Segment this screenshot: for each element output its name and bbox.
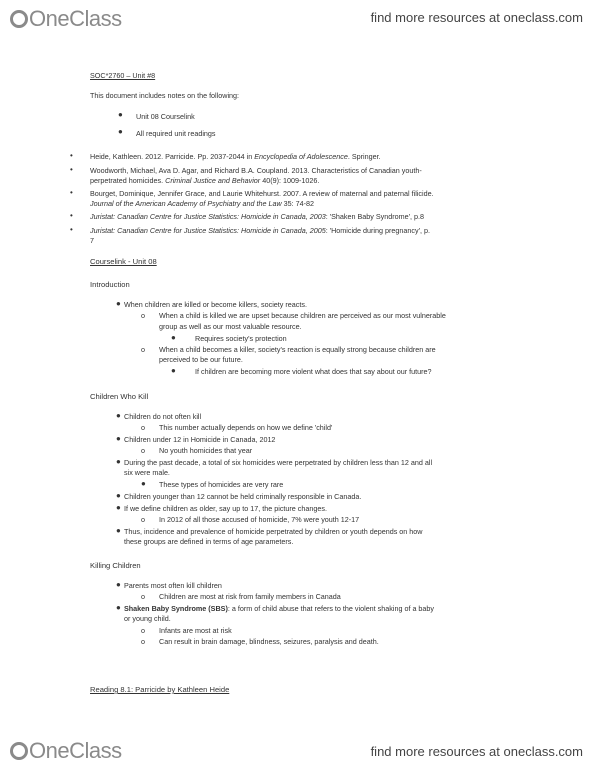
sub-bullet-icon: o	[141, 345, 145, 354]
intro-text: This document includes notes on the following:	[90, 91, 240, 100]
reference: Woodworth, Michael, Ava D. Agar, and Richard B.A. Coupland. 2013. Characteristics of Canadian youth-	[90, 166, 422, 175]
sub-bullet-icon: o	[141, 637, 145, 646]
heading-killing-children: Killing Children	[90, 561, 141, 570]
intro-item-cont: perceived to be our future.	[159, 355, 243, 364]
bullet-icon: ●	[116, 603, 121, 612]
reference: Juristat: Canadian Centre for Justice Statistics: Homicide in Canada, 2005: 'Homicide during pregnancy', p.	[90, 226, 430, 235]
cwk-item: Children do not often kill	[124, 412, 202, 421]
bullet-icon: •	[70, 211, 73, 220]
bullet-icon: ●	[116, 580, 121, 589]
bullet-icon: ●	[116, 411, 121, 420]
reference: Juristat: Canadian Centre for Justice Statistics: Homicide in Canada, 2003: 'Shaken Baby Syndrome', p.8	[90, 212, 424, 221]
header-tagline[interactable]: find more resources at oneclass.com	[370, 10, 583, 25]
reading-title: Reading 8.1: Parricide by Kathleen Heide	[90, 685, 230, 694]
intro-item-cont: group as well as our most valuable resource.	[159, 322, 302, 331]
bullet-icon: ●	[116, 503, 121, 512]
sub-bullet-icon: o	[141, 592, 145, 601]
oneclass-logo[interactable]: OneClass	[10, 6, 122, 32]
reference-cont: 7	[90, 236, 94, 245]
cwk-item: In 2012 of all those accused of homicide, 7% were youth 12-17	[159, 515, 360, 524]
kc-item: Can result in brain damage, blindness, seizures, paralysis and death.	[159, 637, 379, 646]
bullet-icon: •	[70, 225, 73, 234]
bullet-icon: ●	[171, 366, 176, 375]
cwk-item: These types of homicides are very rare	[159, 480, 284, 489]
kc-item: Parents most often kill children	[124, 581, 222, 590]
reference: Heide, Kathleen. 2012. Parricide. Pp. 2037-2044 in Encyclopedia of Adolescence. Springer.	[90, 152, 381, 161]
heading-children-who-kill: Children Who Kill	[90, 392, 149, 401]
kc-item: Children are most at risk from family members in Canada	[159, 592, 341, 601]
bullet-icon: ●	[116, 526, 121, 535]
sub-bullet-icon: o	[141, 515, 145, 524]
sub-bullet-icon: o	[141, 626, 145, 635]
bullet-icon: ●	[141, 479, 146, 488]
bullet-icon: ●	[116, 491, 121, 500]
sub-bullet-icon: o	[141, 311, 145, 320]
reference: Bourget, Dominique, Jennifer Grace, and Laurie Whitehurst. 2007. A review of maternal and paternal filicide.	[90, 189, 434, 198]
kc-item: Shaken Baby Syndrome (SBS): a form of child abuse that refers to the violent shaking of a baby	[124, 604, 435, 613]
section-title-courselink: Courselink - Unit 08	[90, 257, 157, 266]
footer-tagline[interactable]: find more resources at oneclass.com	[370, 744, 583, 759]
cwk-item: Thus, incidence and prevalence of homicide perpetrated by children or youth depends on how	[124, 527, 423, 536]
bullet-icon: ●	[116, 434, 121, 443]
bullet-icon: ●	[118, 110, 123, 119]
include-item: Unit 08 Courselink	[136, 112, 195, 121]
cwk-item: If we define children as older, say up to 17, the picture changes.	[124, 504, 327, 513]
bullet-icon: •	[70, 188, 73, 197]
page-header	[0, 0, 595, 36]
logo-ring-icon	[10, 742, 28, 760]
cwk-item: This number actually depends on how we define 'child'	[159, 423, 333, 432]
intro-item: When a child becomes a killer, society's reaction is equally strong because children are	[159, 345, 436, 354]
cwk-item: Children under 12 in Homicide in Canada, 2012	[124, 435, 276, 444]
cwk-item: No youth homicides that year	[159, 446, 253, 455]
bullet-icon: ●	[118, 127, 123, 136]
bullet-icon: ●	[171, 333, 176, 342]
course-title: SOC*2760 – Unit #8	[90, 71, 156, 80]
kc-item: Infants are most at risk	[159, 626, 232, 635]
cwk-item: During the past decade, a total of six homicides were perpetrated by children less than 12 and all	[124, 458, 433, 467]
bullet-icon: •	[70, 151, 73, 160]
heading-introduction: Introduction	[90, 280, 130, 289]
sub-bullet-icon: o	[141, 423, 145, 432]
cwk-item: Children younger than 12 cannot be held criminally responsible in Canada.	[124, 492, 362, 501]
intro-item: If children are becoming more violent what does that say about our future?	[195, 367, 432, 376]
cwk-item-cont: these groups are defined in terms of age parameters.	[124, 537, 294, 546]
reference-cont: Journal of the American Academy of Psychiatry and the Law 35: 74-82	[90, 199, 315, 208]
include-item: All required unit readings	[136, 129, 216, 138]
bullet-icon: ●	[116, 299, 121, 308]
cwk-item-cont: six were male.	[124, 468, 170, 477]
logo-ring-icon	[10, 10, 28, 28]
intro-item: When a child is killed we are upset because children are perceived as our most vulnerable	[159, 311, 446, 320]
reference-cont: perpetrated homicides. Criminal Justice and Behavior 40(9): 1009-1026.	[90, 176, 320, 185]
page-footer	[0, 736, 595, 770]
bullet-icon: •	[70, 165, 73, 174]
intro-item: When children are killed or become killers, society reacts.	[124, 300, 307, 309]
oneclass-logo-footer[interactable]: OneClass	[10, 738, 122, 764]
intro-item: Requires society's protection	[195, 334, 287, 343]
sub-bullet-icon: o	[141, 446, 145, 455]
kc-item-cont: or young child.	[124, 614, 171, 623]
bullet-icon: ●	[116, 457, 121, 466]
